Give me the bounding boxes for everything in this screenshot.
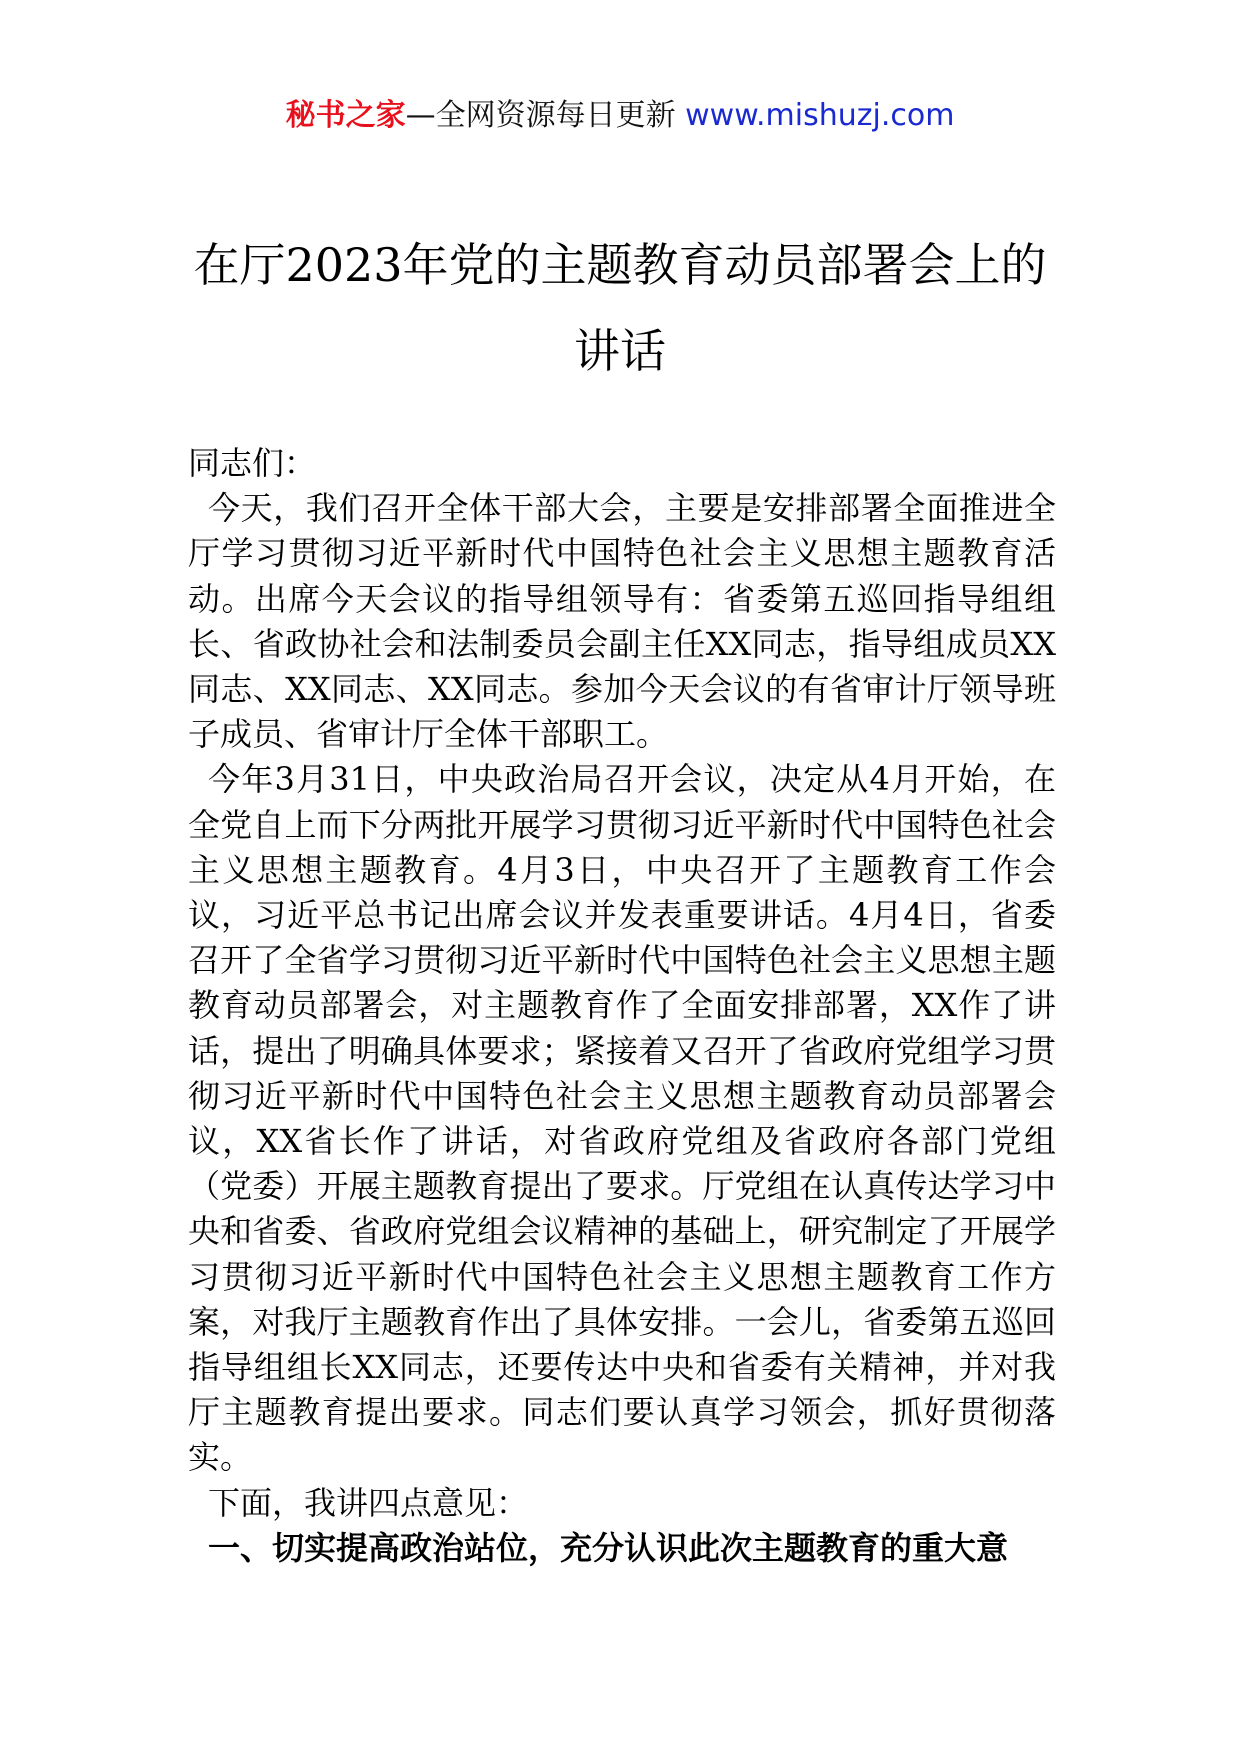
document-title-line-2: 讲话	[574, 324, 666, 378]
site-tagline: —全网资源每日更新	[405, 98, 676, 133]
site-watermark-header	[0, 96, 1240, 136]
paragraph-1: 今天，我们召开全体干部大会，主要是安排部署全面推进全厅学习贯彻习近平新时代中国特色社会主义思想主题教育活动。出席今天会议的指导组领导有：省委第五巡回指导组组长、省政协社会和法制委员会副主任XX同志，指导组成员XX同志、XX同志、XX同志。参加今天会议的有省审计厅领导班子成员、省审计厅全体干部职工。	[188, 489, 1056, 754]
site-brand-name: 秘书之家	[285, 98, 406, 133]
document-title	[150, 222, 1090, 394]
document-title-line-1: 在厅2023年党的主题教育动员部署会上的	[193, 238, 1047, 292]
salutation: 同志们：	[188, 444, 317, 482]
paragraph-2: 今年3月31日，中央政治局召开会议，决定从4月开始，在全党自上而下分两批开展学习贯彻习近平新时代中国特色社会主义思想主题教育。4月3日，中央召开了主题教育工作会议，习近平总书记出席会议并发表重要讲话。4月4日，省委召开了全省学习贯彻习近平新时代中国特色社会主义思想主题教育动员部署会，对主题教育作了全面安排部署，XX作了讲话，提出了明确具体要求；紧接着又召开了省政府党组学习贯彻习近平新时代中国特色社会主义思想主题教育动员部署会议，XX省长作了讲话，对省政府党组及省政府各部门党组（党委）开展主题教育提出了要求。厅党组在认真传达学习中央和省委、省政府党组会议精神的基础上，研究制定了开展学习贯彻习近平新时代中国特色社会主义思想主题教育工作方案，对我厅主题教育作出了具体安排。一会儿，省委第五巡回指导组组长XX同志，还要传达中央和省委有关精神，并对我厅主题教育提出要求。同志们要认真学习领会，抓好贯彻落实。	[188, 760, 1056, 1477]
document-body	[188, 441, 1056, 1571]
section-heading-1: 一、切实提高政治站位，充分认识此次主题教育的重大意	[208, 1528, 1009, 1567]
paragraph-3: 下面，我讲四点意见：	[208, 1483, 529, 1522]
site-url: www.mishuzj.com	[685, 98, 955, 133]
